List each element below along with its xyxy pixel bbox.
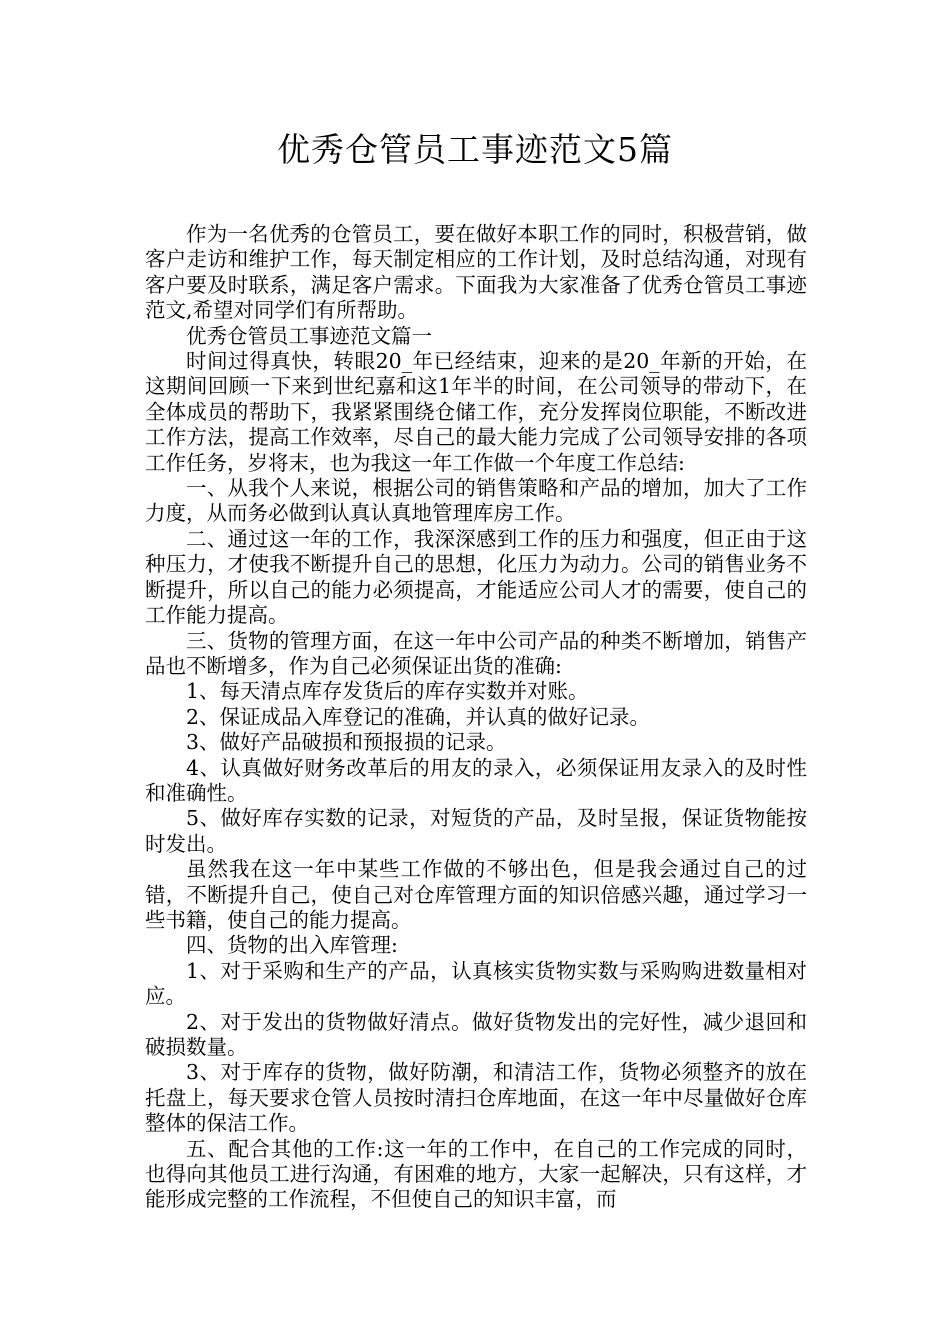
paragraph: 一、从我个人来说，根据公司的销售策略和产品的增加，加大了工作力度，从而务必做到认真认真地管理库房工作。	[145, 476, 807, 526]
list-item: 2、保证成品入库登记的准确，并认真的做好记录。	[186, 704, 651, 729]
paragraph: 三、货物的管理方面，在这一年中公司产品的种类不断增加，销售产品也不断增多，作为自己必须保证出货的准确:	[145, 628, 807, 678]
list-item: 1、对于采购和生产的产品，认真核实货物实数与采购购进数量相对应。	[145, 958, 807, 1009]
paragraph: 五、配合其他的工作:这一年的工作中，在自己的工作完成的同时，也得向其他员工进行沟通，有困难的地方，大家一起解决，只有这样，才能形成完整的工作流程，不但使自己的知识丰富，而	[145, 1136, 807, 1212]
document-body	[145, 222, 807, 1213]
list-item: 4、认真做好财务改革后的用友的录入，必须保证用友录入的及时性和准确性。	[145, 755, 807, 805]
paragraph: 二、通过这一年的工作，我深深感到工作的压力和强度，但正由于这种压力，才使我不断提升自己的思想，化压力为动力。公司的销售业务不断提升，所以自己的能力必须提高，才能适应公司人才的需要，使自己的工作能力提高。	[145, 526, 807, 628]
paragraph: 四、货物的出入库管理:	[186, 933, 398, 958]
list-item: 5、做好库存实数的记录，对短货的产品，及时呈报，保证货物能按时发出。	[145, 806, 807, 856]
paragraph-section-heading: 优秀仓管员工事迹范文篇一	[186, 323, 432, 348]
list-item: 1、每天清点库存发货后的库存实数并对账。	[186, 679, 589, 704]
list-item: 3、对于库存的货物，做好防潮，和清洁工作，货物必须整齐的放在托盘上，每天要求仓管人员按时清扫仓库地面，在这一年中尽量做好仓库整体的保洁工作。	[145, 1060, 807, 1136]
list-item: 2、对于发出的货物做好清点。做好货物发出的完好性，减少退回和破损数量。	[145, 1009, 807, 1059]
document-title: 优秀仓管员工事迹范文5篇	[277, 130, 673, 169]
paragraph-intro: 作为一名优秀的仓管员工，要在做好本职工作的同时，积极营销，做客户走访和维护工作，每天制定相应的工作计划，及时总结沟通，对现有客户要及时联系，满足客户需求。下面我为大家准备了优秀仓管员工事迹范文,希望对同学们有所帮助。	[145, 222, 807, 323]
list-item: 3、做好产品破损和预报损的记录。	[186, 730, 507, 755]
paragraph: 虽然我在这一年中某些工作做的不够出色，但是我会通过自己的过错，不断提升自己，使自己对仓库管理方面的知识倍感兴趣，通过学习一些书籍，使自己的能力提高。	[145, 857, 807, 932]
paragraph: 时间过得真快，转眼20_年已经结束，迎来的是20_年新的开始，在这期间回顾一下来到世纪嘉和这1年半的时间，在公司领导的带动下，在全体成员的帮助下，我紧紧围绕仓储工作，充分发挥岗位职能，不断改进工作方法，提高工作效率，尽自己的最大能力完成了公司领导安排的各项工作任务，岁将末，也为我这一年工作做一个年度工作总结:	[145, 349, 807, 475]
